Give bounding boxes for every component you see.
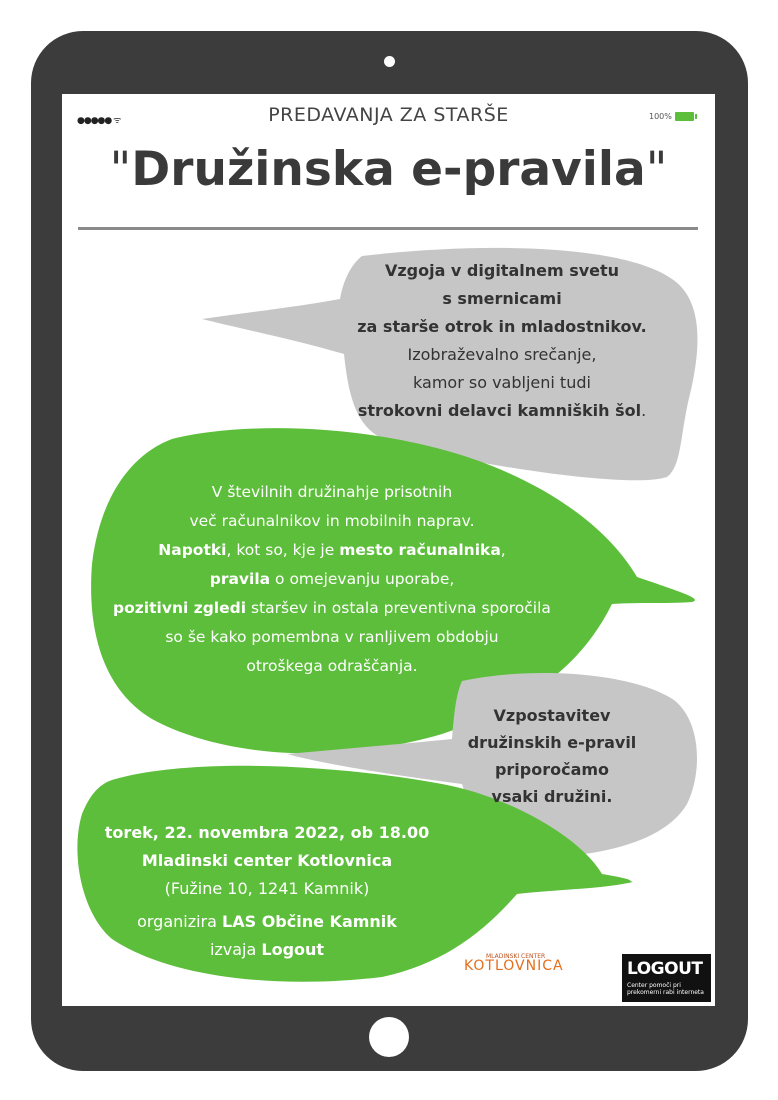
plain-text: staršev in ostala preventivna sporočila bbox=[246, 599, 551, 617]
event-executor bbox=[82, 936, 452, 964]
plain-text: izvaja bbox=[209, 940, 262, 959]
bubble-green-text bbox=[92, 478, 572, 681]
plain-text: organizira bbox=[137, 912, 223, 931]
event-address: (Fužine 10, 1241 Kamnik) bbox=[164, 879, 370, 898]
camera-dot bbox=[384, 56, 395, 67]
event-organizer bbox=[82, 908, 452, 936]
signal-icon: ●●●●● ᯤ bbox=[77, 116, 121, 126]
event-venue: Mladinski center Kotlovnica bbox=[141, 851, 393, 870]
bubble-green-line: V številnih družinahje prisotnih bbox=[211, 483, 453, 501]
kotlovnica-logo bbox=[464, 953, 564, 974]
bubble-top-end: . bbox=[641, 401, 647, 420]
bubble-small-line: družinskih e-pravil bbox=[467, 733, 637, 752]
bubble-event-text bbox=[82, 819, 452, 964]
bubble-green-line bbox=[92, 565, 572, 594]
close-quote: " bbox=[645, 142, 668, 197]
bold-text: Napotki bbox=[158, 541, 227, 559]
bubble-small-line: Vzpostavitev bbox=[493, 706, 611, 725]
bubble-top-line: za starše otrok in mladostnikov. bbox=[357, 317, 647, 336]
bubble-top-line: s smernicami bbox=[442, 289, 562, 308]
title-text: Družinska e-pravila bbox=[131, 142, 646, 197]
bold-text: pravila bbox=[209, 570, 271, 588]
bubble-top-text bbox=[332, 257, 672, 425]
bubble-small-text bbox=[452, 702, 652, 810]
bubble-green-line: otroškega odraščanja. bbox=[246, 657, 418, 675]
kotlovnica-small-text: MLADINSKI CENTER bbox=[486, 953, 546, 960]
bubble-top-line bbox=[332, 397, 672, 425]
bubble-green-line: so še kako pomembna v ranljivem obdobju bbox=[165, 628, 499, 646]
open-quote: " bbox=[109, 142, 132, 197]
plain-text: o omejevanju uporabe, bbox=[270, 570, 455, 588]
logout-text: LOGOUT bbox=[627, 959, 703, 979]
event-date: torek, 22. novembra 2022, ob 18.00 bbox=[104, 823, 430, 842]
bubble-top-line: kamor so vabljeni tudi bbox=[413, 373, 591, 392]
logout-logo bbox=[622, 954, 711, 1002]
bubble-small-line: vsaki družini. bbox=[491, 787, 613, 806]
bubble-green-line bbox=[92, 536, 572, 565]
plain-text: , kot so, kje je bbox=[226, 541, 340, 559]
kotlovnica-text: KOTLOVNICA bbox=[464, 958, 564, 974]
bold-text: LAS Občine Kamnik bbox=[222, 912, 397, 931]
battery-percent: 100% bbox=[649, 112, 672, 121]
bubble-top-bold: strokovni delavci kamniških šol bbox=[357, 401, 642, 420]
bubble-small-line: priporočamo bbox=[494, 760, 610, 779]
home-button[interactable] bbox=[369, 1017, 409, 1057]
bubble-green-line: več računalnikov in mobilnih naprav. bbox=[189, 512, 475, 530]
bold-text: mesto računalnika bbox=[339, 541, 501, 559]
bubble-top-line: Vzgoja v digitalnem svetu bbox=[384, 261, 620, 280]
plain-text: , bbox=[500, 541, 506, 559]
logout-subtext: Center pomoči pri prekomerni rabi interneta bbox=[627, 982, 704, 996]
bubble-green-line bbox=[92, 594, 572, 623]
status-title: PREDAVANJA ZA STARŠE bbox=[268, 104, 509, 126]
bubble-top-line: Izobraževalno srečanje, bbox=[407, 345, 597, 364]
bold-text: Logout bbox=[261, 940, 325, 959]
bold-text: pozitivni zgledi bbox=[113, 599, 247, 617]
tablet-screen bbox=[62, 94, 715, 1006]
